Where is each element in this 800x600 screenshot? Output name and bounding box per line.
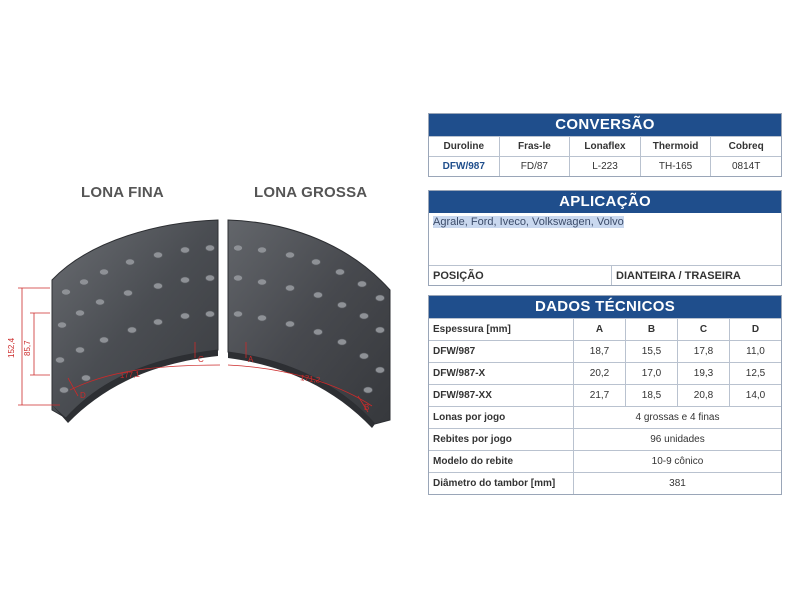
header-duroline: Duroline: [443, 141, 485, 152]
row-label: Modelo do rebite: [429, 451, 574, 472]
value-lonaflex: L-223: [569, 157, 640, 176]
label-lona-fina: LONA FINA: [81, 184, 164, 201]
col-b-header: B: [626, 319, 678, 340]
table-row: [429, 340, 781, 362]
conversao-title: CONVERSÃO: [429, 114, 781, 136]
row-value: 10-9 cônico: [651, 456, 704, 467]
dados-title: DADOS TÉCNICOS: [429, 296, 781, 318]
cell-b: 15,5: [626, 341, 678, 362]
table-row: [429, 472, 781, 494]
table-row: [429, 428, 781, 450]
row-label: DFW/987-XX: [429, 385, 574, 406]
cell-b: 17,0: [626, 363, 678, 384]
posicao-value: DIANTEIRA / TRASEIRA: [616, 270, 741, 282]
cell-a: 21,7: [574, 385, 626, 406]
marker-a: A: [248, 355, 254, 364]
label-lona-grossa: LONA GROSSA: [254, 184, 368, 201]
value-duroline: DFW/987: [442, 161, 485, 172]
cell-c: 20,8: [678, 385, 730, 406]
cell-a: 18,7: [574, 341, 626, 362]
dim-171-2: 171,2: [299, 373, 321, 385]
header-lonaflex: Lonaflex: [569, 137, 640, 156]
header-thermoid: Thermoid: [640, 137, 711, 156]
marker-c: C: [198, 355, 204, 364]
dim-85-7: 85,7: [23, 340, 32, 356]
table-row: [429, 384, 781, 406]
row-label: Diâmetro do tambor [mm]: [429, 473, 574, 494]
cell-c: 19,3: [678, 363, 730, 384]
marker-d: D: [80, 391, 86, 400]
cell-d: 14,0: [745, 390, 766, 401]
row-label: Lonas por jogo: [429, 407, 574, 428]
value-thermoid: TH-165: [640, 157, 711, 176]
aplicacao-brands: Agrale, Ford, Iveco, Volkswagen, Volvo: [433, 216, 624, 228]
cell-b: 18,5: [626, 385, 678, 406]
value-cobreq: 0814T: [710, 157, 781, 176]
cell-a: 20,2: [574, 363, 626, 384]
row-label: Rebites por jogo: [429, 429, 574, 450]
row-value: 381: [669, 478, 686, 489]
col-d-header: D: [751, 324, 760, 335]
lona-fina-shape: [52, 220, 218, 423]
espessura-header: Espessura [mm]: [429, 319, 574, 340]
table-row: [429, 450, 781, 472]
aplicacao-title: APLICAÇÃO: [429, 191, 781, 213]
col-c-header: C: [678, 319, 730, 340]
aplicacao-text: [429, 213, 781, 265]
cell-d: 11,0: [746, 346, 765, 357]
row-label: DFW/987: [429, 341, 574, 362]
dim-152-4: 152,4: [7, 337, 16, 358]
table-row: [429, 406, 781, 428]
header-frasle: Fras-le: [499, 137, 570, 156]
posicao-label: POSIÇÃO: [429, 266, 612, 285]
col-a-header: A: [574, 319, 626, 340]
value-frasle: FD/87: [499, 157, 570, 176]
conversao-table: [428, 113, 782, 177]
cell-d: 12,5: [745, 368, 766, 379]
dados-tecnicos-table: [428, 295, 782, 495]
lona-grossa-shape: [228, 220, 390, 428]
dim-177-1: 177,1: [119, 369, 141, 380]
aplicacao-table: [428, 190, 782, 286]
marker-b: B: [364, 403, 370, 412]
brake-lining-drawing: [0, 200, 415, 430]
table-row: [429, 362, 781, 384]
row-value: 4 grossas e 4 finas: [635, 412, 720, 423]
row-value: 96 unidades: [650, 434, 705, 445]
cell-c: 17,8: [678, 341, 730, 362]
header-cobreq: Cobreq: [710, 137, 781, 156]
row-label: DFW/987-X: [429, 363, 574, 384]
